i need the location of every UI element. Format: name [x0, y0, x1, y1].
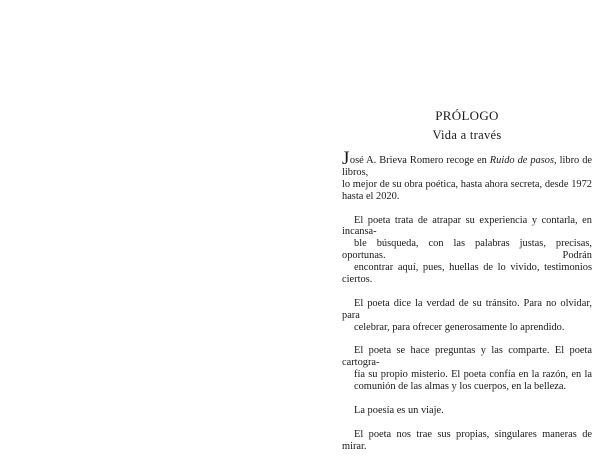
paragraph-line: ble búsqueda, con las palabras justas, precisas, oportunas. Podrán — [342, 238, 592, 262]
paragraph-line: fía su propio misterio. El poeta confía en la razón, en la — [354, 369, 592, 381]
paragraph-line: El poeta dice la verdad de su tránsito. Para no olvidar, para — [342, 297, 592, 321]
paragraph — [342, 215, 592, 286]
paragraph-line: La poesía es un viaje. — [354, 404, 444, 416]
paragraph-line: hasta el 2020. — [342, 190, 400, 202]
paragraph-line: celebrar, para ofrecer generosamente lo aprendido. — [354, 321, 565, 333]
paragraph-line: encontrar aquí, pues, huellas de lo vivido, testimonios ciertos. — [342, 262, 592, 286]
chapter-subtitle: Vida a través — [432, 128, 502, 142]
prologue-body — [342, 148, 592, 464]
paragraph — [342, 345, 592, 393]
book-title: Ruido de pasos — [489, 155, 555, 166]
chapter-title: PRÓLOGO — [435, 108, 499, 123]
paragraph-line: El poeta trata de atrapar su experiencia y contarla, en incansa- — [342, 214, 592, 238]
paragraph-line: José A. Brieva Romero recoge en Ruido de pasos, libro de libros, — [342, 148, 592, 178]
paragraph-line: comunión de las almas y los cuerpos, en la belleza. — [354, 381, 567, 393]
paragraph-line: lo mejor de su obra poética, hasta ahora secreta, desde 1972 — [342, 178, 592, 190]
paragraph — [342, 298, 592, 334]
drop-cap: J — [342, 148, 350, 169]
paragraph-line: El poeta nos trae sus propias, singulares maneras de mirar. — [342, 428, 592, 452]
paragraph-line: El poeta se hace preguntas y las comparte. El poeta cartogra- — [342, 345, 592, 369]
paragraph — [342, 429, 592, 453]
paragraph — [342, 148, 592, 203]
paragraph — [342, 405, 592, 417]
